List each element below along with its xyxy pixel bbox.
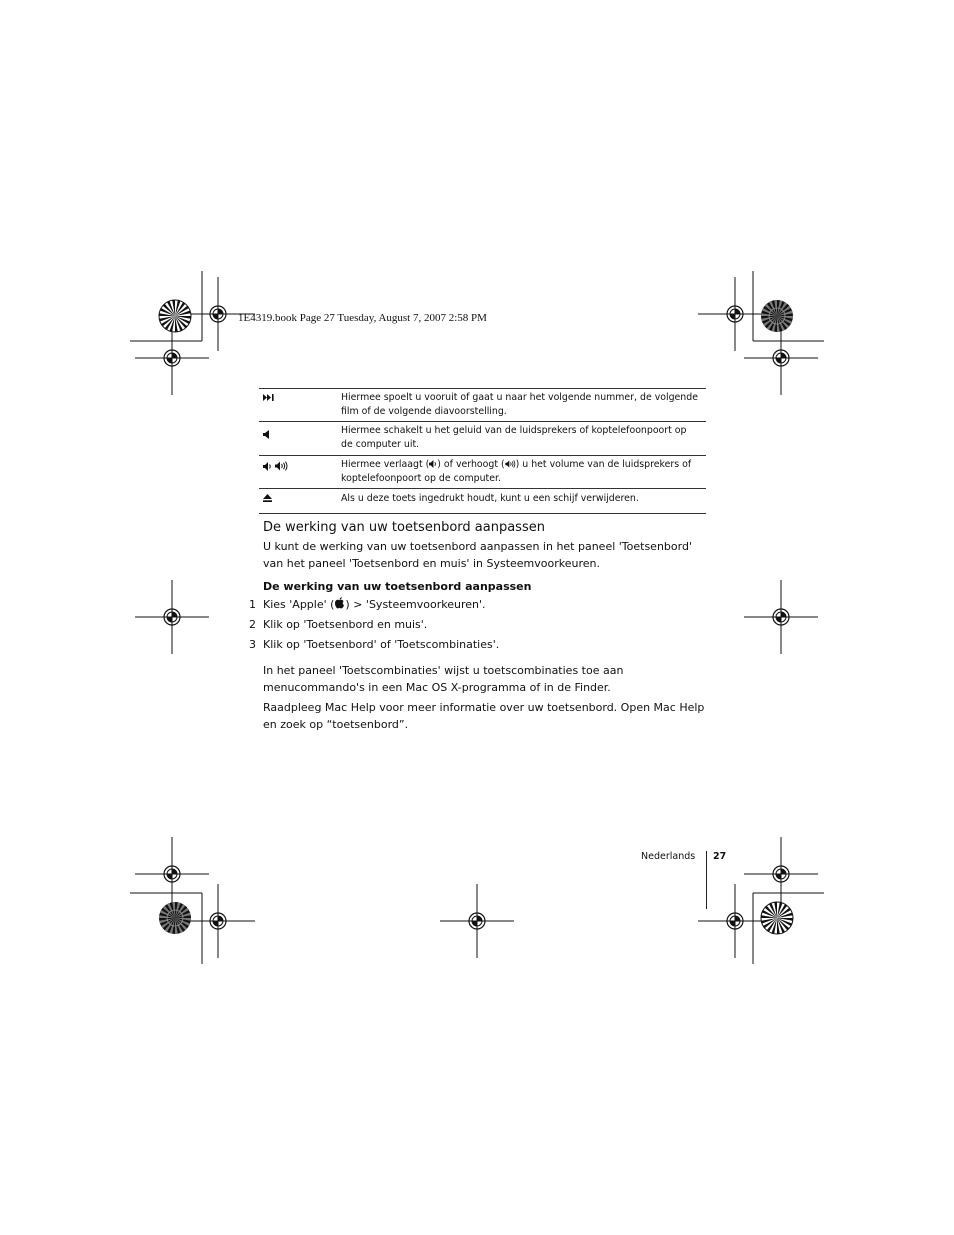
registration-mark-icon xyxy=(440,884,514,958)
step-number: 3 xyxy=(249,638,256,651)
fast-forward-icon xyxy=(263,394,275,401)
key-description: Hiermee spoelt u vooruit of gaat u naar het volgende nummer, de volgende film of de volgende diavoorstelling. xyxy=(341,392,698,417)
apple-menu-icon xyxy=(334,597,345,609)
body-paragraph: Raadpleeg Mac Help voor meer informatie over uw toetsenbord. Open Mac Help en zoek op “toetsenbord”. xyxy=(263,701,705,731)
step-text: ) > 'Systeemvoorkeuren'. xyxy=(345,598,486,611)
eject-icon xyxy=(263,494,272,502)
section-title: De werking van uw toetsenbord aanpassen xyxy=(263,520,545,535)
key-description-part: ) of verhoogt ( xyxy=(437,459,505,470)
registration-mark-icon xyxy=(181,884,255,958)
registration-mark-icon xyxy=(698,277,772,351)
step-number: 2 xyxy=(249,618,256,631)
key-description-part: ) u het volume van de luidsprekers of koptelefoonpoort op de computer. xyxy=(341,459,692,484)
table-row xyxy=(259,389,706,422)
page-number: 27 xyxy=(713,851,727,862)
star-target-icon xyxy=(159,902,191,934)
step-text: Klik op 'Toetsenbord en muis'. xyxy=(263,618,428,631)
star-target-icon xyxy=(159,300,191,332)
step-2 xyxy=(249,618,427,631)
registration-mark-icon xyxy=(135,580,209,654)
registration-mark-icon xyxy=(744,580,818,654)
registration-mark-icon xyxy=(744,837,818,911)
intro-paragraph: U kunt de werking van uw toetsenbord aanpassen in het paneel 'Toetsenbord' van het paneel 'Toetsenbord en muis' in Systeemvoorkeuren. xyxy=(263,540,692,570)
procedure-title: De werking van uw toetsenbord aanpassen xyxy=(263,580,532,593)
registration-mark-icon xyxy=(135,837,209,911)
volume-up-icon xyxy=(505,460,516,468)
step-number: 1 xyxy=(249,598,256,611)
body-paragraph: In het paneel 'Toetscombinaties' wijst u toetscombinaties toe aan menucommando's in een Mac OS X-programma of in de Finder. xyxy=(263,664,624,694)
footer-divider xyxy=(706,851,707,909)
step-text: Kies 'Apple' ( xyxy=(263,598,335,611)
table-row xyxy=(259,456,706,489)
key-description xyxy=(341,456,706,489)
step-3 xyxy=(249,638,499,651)
star-target-icon xyxy=(761,902,793,934)
slug-line: 1E4319.book Page 27 Tuesday, August 7, 2007 2:58 PM xyxy=(238,312,487,324)
step-1 xyxy=(249,597,485,611)
key-description: Hiermee schakelt u het geluid van de luidsprekers of koptelefoonpoort op de computer uit. xyxy=(341,425,687,450)
volume-up-icon xyxy=(275,461,288,471)
footer-language: Nederlands xyxy=(641,851,696,862)
mute-icon xyxy=(263,430,270,439)
volume-down-icon xyxy=(263,462,272,471)
registration-mark-icon xyxy=(744,321,818,395)
key-description: Als u deze toets ingedrukt houdt, kunt u een schijf verwijderen. xyxy=(341,493,639,504)
key-table xyxy=(259,388,706,514)
star-target-icon xyxy=(761,300,793,332)
step-text: Klik op 'Toetsenbord' of 'Toetscombinaties'. xyxy=(263,638,500,651)
table-row xyxy=(259,422,706,456)
key-description-part: Hiermee verlaagt ( xyxy=(341,459,430,470)
table-row xyxy=(259,489,706,514)
